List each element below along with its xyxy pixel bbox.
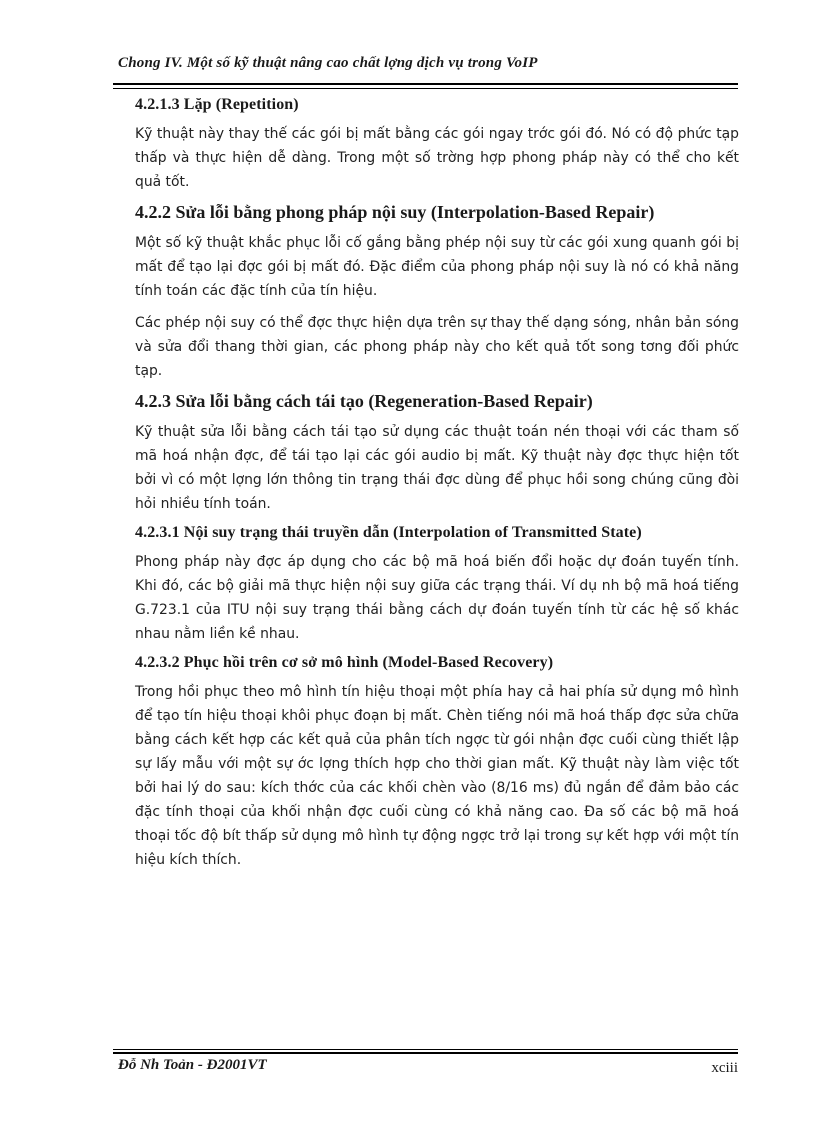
heading-4-2-2: 4.2.2 Sửa lỗi bằng phong pháp nội suy (Interpolation-Based Repair)	[135, 202, 655, 222]
paragraph: Các phép nội suy có thể đợc thực hiện dựa trên sự thay thế dạng sóng, nhân bản sóng và sửa đổi thang thời gian, các phong pháp này cho kết quả tốt song tơng đối phức tạp.	[135, 315, 739, 379]
heading-4-2-3-2: 4.2.3.2 Phục hồi trên cơ sở mô hình (Model-Based Recovery)	[135, 654, 554, 671]
footer-rule-thin	[113, 1049, 738, 1050]
heading-4-2-3-1: 4.2.3.1 Nội suy trạng thái truyền dẫn (Interpolation of Transmitted State)	[135, 524, 642, 541]
header-rule-thin	[113, 88, 738, 89]
heading-4-2-1-3: 4.2.1.3 Lặp (Repetition)	[135, 96, 299, 113]
paragraph: Trong hồi phục theo mô hình tín hiệu thoại một phía hay cả hai phía sử dụng mô hình để tạo tín hiệu thoại khôi phục đoạn bị mất. Chèn tiếng nói mã hoá thấp đợc sửa chữa bằng cách kết hợp các kết quả của phân tích ngợc từ gói nhận đợc cuối cùng thiết lập sự lấy mẫu với một sự ớc lợng thích hợp cho thời gian mất. Kỹ thuật này làm việc tốt bởi hai lý do sau: kích thớc của các khối chèn vào (8/16 ms) đủ ngắn để đảm bảo các đặc tính thoại của khối nhận đợc cuối cùng có khả năng cao. Đa số các bộ mã hoá thoại tốc độ bít thấp sử dụng mô hình tự động ngợc trở lại trong sự kết hợp với một tín hiệu kích thích.	[135, 684, 739, 868]
running-header: Chong IV. Một số kỹ thuật nâng cao chất lợng dịch vụ trong VoIP	[118, 55, 538, 71]
heading-4-2-3: 4.2.3 Sửa lỗi bằng cách tái tạo (Regeneration-Based Repair)	[135, 391, 593, 411]
footer-rule-thick	[113, 1052, 738, 1054]
body-content	[135, 96, 739, 880]
paragraph: Kỹ thuật sửa lỗi bằng cách tái tạo sử dụng các thuật toán nén thoại với các tham số mã hoá nhận đợc, để tái tạo lại các gói audio bị mất. Kỹ thuật này đợc thực hiện tốt bởi vì có một lợng lớn thông tin trạng thái đợc dùng để phục hồi song chúng cũng đòi hỏi nhiều tính toán.	[135, 424, 739, 512]
footer-author: Đỗ Nh Toản - Đ2001VT	[118, 1057, 267, 1073]
paragraph: Kỹ thuật này thay thế các gói bị mất bằng các gói ngay trớc gói đó. Nó có độ phức tạp thấp và thực hiện dễ dàng. Trong một số trờng hợp phong pháp này có thể cho kết quả tốt.	[135, 126, 739, 190]
paragraph: Phong pháp này đợc áp dụng cho các bộ mã hoá biến đổi hoặc dự đoán tuyến tính. Khi đó, các bộ giải mã thực hiện nội suy giữa các trạng thái. Ví dụ nh bộ mã hoá tiếng G.723.1 của ITU nội suy trạng thái bằng cách dự đoán tuyến tính từ các hệ số khác nhau nằm liền kề nhau.	[135, 554, 739, 642]
page-number: xciii	[711, 1060, 738, 1076]
paragraph: Một số kỹ thuật khắc phục lỗi cố gắng bằng phép nội suy từ các gói xung quanh gói bị mất để tạo lại đợc gói bị mất đó. Đặc điểm của phong pháp nội suy là nó có khả năng tính toán các đặc tính của tín hiệu.	[135, 235, 739, 299]
header-rule-thick	[113, 83, 738, 85]
